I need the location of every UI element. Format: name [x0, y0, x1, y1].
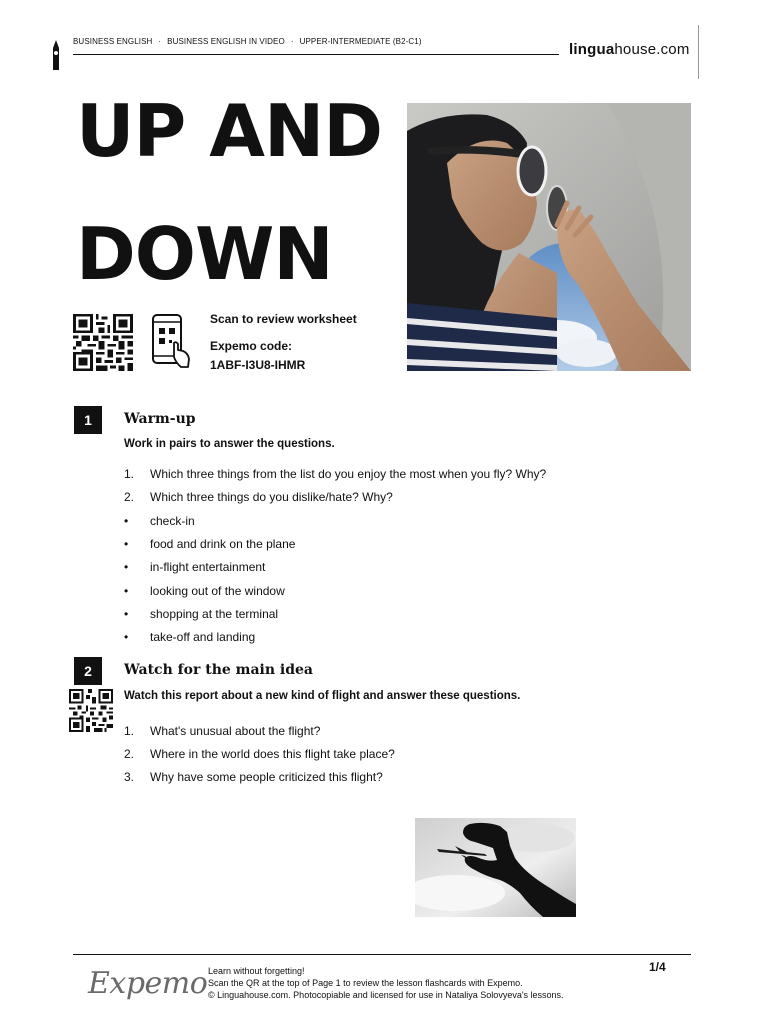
section-title: Warm-up: [124, 411, 196, 427]
expemo-code: 1ABF-I3U8-IHMR: [210, 358, 306, 372]
list-item: • take-off and landing: [124, 630, 256, 644]
list-item: 1. What's unusual about the flight?: [124, 724, 321, 738]
qr-code-icon[interactable]: [69, 689, 113, 732]
list-item: 1. Which three things from the list do you enjoy the most when you fly? Why?: [124, 467, 547, 481]
list-item: • in-flight entertainment: [124, 560, 266, 574]
section-instruction: Work in pairs to answer the questions.: [124, 438, 335, 450]
big-ben-icon: [50, 40, 62, 70]
breadcrumb-item[interactable]: BUSINESS ENGLISH: [73, 37, 153, 46]
footer-copyright: © Linguahouse.com. Photocopiable and licensed for use in Nataliya Solovyeva's lessons.: [208, 990, 564, 1000]
page-title-line-1: UP AND: [76, 89, 383, 173]
phone-scan-icon: [150, 313, 190, 371]
footer-instruction: Scan the QR at the top of Page 1 to review the lesson flashcards with Expemo.: [208, 978, 523, 988]
page-number: 1/4: [649, 960, 666, 974]
section-number-badge: 1: [74, 406, 102, 434]
brand-logo[interactable]: linguahouse.com: [569, 41, 690, 58]
scan-heading: Scan to review worksheet: [210, 312, 357, 326]
section-title: Watch for the main idea: [124, 662, 313, 678]
page-title-line-2: DOWN: [76, 212, 333, 296]
expemo-logo[interactable]: Expemo: [88, 966, 208, 1001]
header-vertical-divider: [698, 25, 699, 79]
list-item: • shopping at the terminal: [124, 607, 279, 621]
list-item: • food and drink on the plane: [124, 537, 296, 551]
breadcrumb: BUSINESS ENGLISH · BUSINESS ENGLISH IN VIDEO · UPPER-INTERMEDIATE (B2-C1): [73, 37, 422, 46]
list-item: • check-in: [124, 514, 195, 528]
breadcrumb-item[interactable]: BUSINESS ENGLISH IN VIDEO: [167, 37, 285, 46]
list-item: • looking out of the window: [124, 584, 285, 598]
breadcrumb-item[interactable]: UPPER-INTERMEDIATE (B2-C1): [299, 37, 422, 46]
qr-code-icon[interactable]: [73, 314, 133, 371]
expemo-code-label: Expemo code:: [210, 339, 293, 353]
footer-tagline: Learn without forgetting!: [208, 966, 305, 976]
list-item: 2. Where in the world does this flight take place?: [124, 747, 395, 761]
header-divider: [73, 54, 559, 55]
section-number-badge: 2: [74, 657, 102, 685]
plane-photo: [415, 818, 576, 917]
footer-divider: [73, 954, 691, 955]
list-item: 3. Why have some people criticized this flight?: [124, 770, 383, 784]
list-item: 2. Which three things do you dislike/hate? Why?: [124, 490, 393, 504]
hero-photo: [407, 103, 691, 371]
section-instruction: Watch this report about a new kind of flight and answer these questions.: [124, 690, 521, 702]
